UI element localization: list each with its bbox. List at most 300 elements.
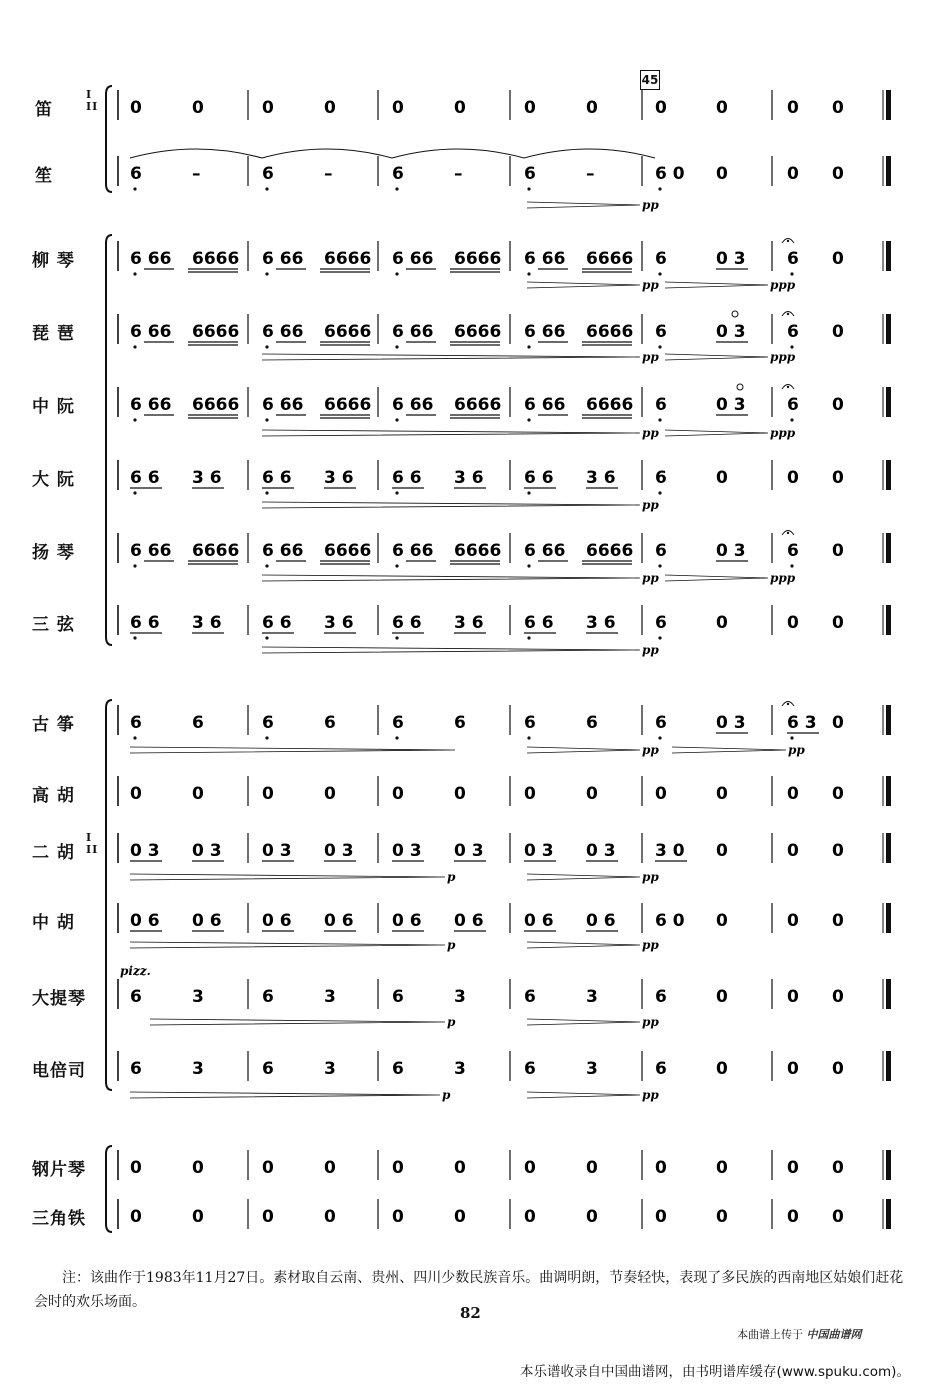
note: 0	[832, 911, 844, 931]
note: 0	[586, 784, 598, 804]
octave-dot	[790, 736, 793, 739]
note: 6	[655, 987, 667, 1007]
octave-dot	[133, 636, 136, 639]
hairpin	[672, 747, 786, 753]
note: 0	[586, 1158, 598, 1178]
harmonic-circle	[737, 384, 743, 390]
note: 0	[324, 784, 336, 804]
note: 6 66	[524, 395, 566, 415]
fermata-dot	[787, 532, 789, 534]
octave-dot	[527, 187, 530, 190]
note: 6 66	[392, 322, 434, 342]
note: 0	[655, 98, 667, 118]
dynamic-mark: pp	[642, 571, 659, 585]
note: 3 6	[324, 613, 354, 633]
note: 6	[655, 541, 667, 561]
plucked-bracket	[106, 235, 112, 645]
dynamic-mark: p	[447, 870, 456, 884]
note: 6 6	[130, 468, 160, 488]
note: 0	[262, 784, 274, 804]
note: 6	[655, 249, 667, 269]
hairpin	[150, 1019, 445, 1025]
note: 0	[192, 784, 204, 804]
note: 0 6	[392, 911, 422, 931]
note: 0 6	[262, 911, 292, 931]
dynamic-mark: pp	[642, 1015, 659, 1029]
instrument-label: 钢片琴	[32, 1160, 86, 1180]
hairpin	[262, 354, 640, 360]
note: 6	[787, 249, 799, 269]
hairpin	[665, 575, 768, 581]
note: 6 66	[130, 541, 172, 561]
note: 0	[787, 613, 799, 633]
hairpin	[527, 282, 640, 288]
octave-dot	[265, 564, 268, 567]
octave-dot	[133, 272, 136, 275]
note: 0	[655, 1207, 667, 1227]
hairpin	[130, 942, 445, 948]
note: 3 6	[454, 468, 484, 488]
note: 0	[832, 395, 844, 415]
octave-dot	[395, 491, 398, 494]
note: 3	[324, 987, 336, 1007]
instrument-label: 电倍司	[32, 1061, 86, 1081]
tie	[392, 149, 524, 158]
note: 0	[716, 987, 728, 1007]
octave-dot	[790, 418, 793, 421]
note: 6 66	[130, 322, 172, 342]
instrument-label: 三角铁	[32, 1209, 86, 1229]
note: 0	[832, 987, 844, 1007]
note: 0 3	[192, 841, 222, 861]
upload-site-logo[interactable]: 中国曲谱网	[806, 1328, 862, 1341]
note: 6666	[454, 322, 502, 342]
note: 0	[832, 841, 844, 861]
note: 6666	[586, 322, 634, 342]
note: 0	[716, 841, 728, 861]
octave-dot	[395, 636, 398, 639]
instrument-label: 三 弦	[32, 615, 75, 635]
note: 0	[716, 911, 728, 931]
note: 0	[130, 1207, 142, 1227]
note: 6	[130, 713, 142, 733]
note: 6666	[454, 395, 502, 415]
dynamic-mark: pp	[642, 870, 659, 884]
dynamic-mark: ppp	[770, 350, 796, 364]
note: 0	[324, 98, 336, 118]
note: 0	[192, 1158, 204, 1178]
note: 0	[832, 98, 844, 118]
winds-bracket	[106, 86, 112, 192]
note: 6 66	[524, 322, 566, 342]
note: 0	[192, 1207, 204, 1227]
upload-credit	[737, 1326, 862, 1342]
note: 0	[787, 911, 799, 931]
note: 6	[262, 164, 274, 184]
note: 6	[787, 395, 799, 415]
note: 0	[832, 541, 844, 561]
octave-dot	[527, 636, 530, 639]
note: 0	[130, 98, 142, 118]
note: 0 3	[524, 841, 554, 861]
octave-dot	[265, 636, 268, 639]
note: 6	[524, 1059, 536, 1079]
note: 0	[832, 249, 844, 269]
octave-dot	[658, 491, 661, 494]
hairpin	[262, 430, 640, 436]
note: 6	[130, 164, 142, 184]
fermata-dot	[787, 386, 789, 388]
note: 3	[454, 1059, 466, 1079]
note: 6666	[324, 249, 372, 269]
octave-dot	[527, 272, 530, 275]
octave-dot	[395, 187, 398, 190]
dynamic-mark: ppp	[770, 571, 796, 585]
note: 0 6	[586, 911, 616, 931]
octave-dot	[133, 187, 136, 190]
octave-dot	[527, 491, 530, 494]
note: 0	[192, 98, 204, 118]
final-bar-thick	[886, 533, 891, 563]
dynamic-mark: pp	[642, 350, 659, 364]
note: –	[586, 164, 595, 184]
instrument-label: 中 阮	[32, 397, 75, 417]
strings-bracket	[106, 700, 112, 1090]
note: 3	[192, 1059, 204, 1079]
final-bar-thick	[886, 460, 891, 490]
note: 6666	[586, 541, 634, 561]
note: 6	[655, 1059, 667, 1079]
note: 0 6	[454, 911, 484, 931]
tie	[524, 149, 655, 158]
note: 6	[655, 613, 667, 633]
note: 0 3	[324, 841, 354, 861]
instrument-label: 琵 琶	[32, 324, 75, 344]
octave-dot	[265, 272, 268, 275]
note: 0	[787, 784, 799, 804]
tie	[262, 149, 392, 158]
note: 6 66	[262, 541, 304, 561]
note: 6666	[586, 249, 634, 269]
note: 0	[716, 1059, 728, 1079]
note: 0	[324, 1207, 336, 1227]
octave-dot	[527, 418, 530, 421]
instrument-label: 中 胡	[32, 913, 75, 933]
octave-dot	[658, 272, 661, 275]
octave-dot	[527, 736, 530, 739]
note: 3 6	[586, 468, 616, 488]
hairpin	[130, 747, 455, 753]
note: 3 6	[324, 468, 354, 488]
hairpin	[665, 430, 768, 436]
note: 6 3	[787, 713, 817, 733]
note: 0	[716, 98, 728, 118]
note: 0	[787, 1207, 799, 1227]
octave-dot	[790, 272, 793, 275]
final-bar-thick	[886, 314, 891, 344]
note: 0	[787, 468, 799, 488]
instrument-label: 大提琴	[32, 989, 86, 1009]
note: 6666	[192, 395, 240, 415]
note: 0	[716, 468, 728, 488]
octave-dot	[395, 736, 398, 739]
note: 0	[130, 1158, 142, 1178]
final-bar-thick	[886, 241, 891, 271]
note: 6 66	[392, 249, 434, 269]
note: 6 6	[524, 613, 554, 633]
note: 6666	[192, 322, 240, 342]
note: 3	[586, 987, 598, 1007]
dynamic-mark: pp	[642, 498, 659, 512]
octave-dot	[658, 418, 661, 421]
hairpin	[665, 354, 768, 360]
note: 0	[787, 987, 799, 1007]
note: 0	[655, 1158, 667, 1178]
octave-dot	[658, 345, 661, 348]
octave-dot	[133, 736, 136, 739]
note: 0	[586, 98, 598, 118]
note: 0	[832, 1207, 844, 1227]
harmonic-circle	[732, 311, 738, 317]
note: 6	[262, 713, 274, 733]
rehearsal-mark: 45	[640, 70, 660, 90]
note: 6666	[192, 249, 240, 269]
note: 0 3	[716, 713, 746, 733]
octave-dot	[265, 345, 268, 348]
instrument-label: 笛	[35, 100, 53, 120]
hairpin	[130, 874, 445, 880]
octave-dot	[527, 564, 530, 567]
note: 6 6	[262, 468, 292, 488]
note: 0	[392, 1207, 404, 1227]
final-bar-thick	[886, 979, 891, 1009]
note: 6	[655, 468, 667, 488]
note: 6666	[454, 541, 502, 561]
percussion-bracket	[106, 1146, 112, 1232]
note: 0	[832, 322, 844, 342]
dynamic-mark: ppp	[770, 426, 796, 440]
note: 6	[524, 713, 536, 733]
note: 0	[832, 613, 844, 633]
note: 0 3	[716, 395, 746, 415]
upload-prefix: 本曲谱上传于	[737, 1328, 803, 1341]
note: 6	[655, 395, 667, 415]
part-number: I II	[86, 831, 99, 856]
dynamic-mark: pizz.	[120, 964, 151, 978]
octave-dot	[265, 736, 268, 739]
note: 0	[130, 784, 142, 804]
note: 0	[454, 1207, 466, 1227]
note: 6 66	[524, 249, 566, 269]
page-number: 82	[460, 1304, 481, 1322]
dynamic-mark: p	[442, 1088, 451, 1102]
note: 0 3	[586, 841, 616, 861]
final-bar-thick	[886, 705, 891, 735]
note: 0	[787, 164, 799, 184]
octave-dot	[265, 187, 268, 190]
note: –	[454, 164, 463, 184]
note: 6 66	[262, 322, 304, 342]
final-bar-thick	[886, 776, 891, 806]
note: 6 6	[392, 613, 422, 633]
final-bar-thick	[886, 833, 891, 863]
note: 6	[787, 541, 799, 561]
note: 3	[586, 1059, 598, 1079]
hairpin	[527, 874, 640, 880]
note: 0	[716, 1207, 728, 1227]
note: 0	[832, 784, 844, 804]
note: 6666	[324, 322, 372, 342]
note: 0	[787, 98, 799, 118]
note: 6	[524, 164, 536, 184]
note: 3	[192, 987, 204, 1007]
note: 6 66	[392, 541, 434, 561]
note: 0	[324, 1158, 336, 1178]
octave-dot	[527, 345, 530, 348]
note: 3 0	[655, 841, 685, 861]
note: 6	[655, 713, 667, 733]
octave-dot	[395, 418, 398, 421]
note: 0 3	[454, 841, 484, 861]
note: 0	[832, 713, 844, 733]
dynamic-mark: pp	[642, 426, 659, 440]
hairpin	[262, 647, 640, 653]
note: 0	[586, 1207, 598, 1227]
note: 6	[262, 1059, 274, 1079]
dynamic-mark: pp	[642, 743, 659, 757]
final-bar-thick	[886, 1150, 891, 1180]
note: 6 66	[130, 395, 172, 415]
note: 6	[262, 987, 274, 1007]
note: 0 6	[324, 911, 354, 931]
hairpin	[130, 1092, 440, 1098]
footnote: 注：该曲作于1983年11月27日。素材取自云南、贵州、四川少数民族音乐。曲调明朗，节奏轻快，表现了多民族的西南地区姑娘们赶花会时的欢乐场面。	[34, 1270, 904, 1310]
note: 3 6	[454, 613, 484, 633]
hairpin	[262, 575, 640, 581]
note: 0 3	[392, 841, 422, 861]
final-bar-thick	[886, 903, 891, 933]
octave-dot	[395, 564, 398, 567]
instrument-label: 大 阮	[32, 470, 75, 490]
note: 6 66	[130, 249, 172, 269]
note: 6 0	[655, 164, 685, 184]
note: 0 3	[262, 841, 292, 861]
note: 6666	[192, 541, 240, 561]
final-bar-thick	[886, 156, 891, 186]
instrument-label: 二 胡	[32, 843, 75, 863]
note: 0	[832, 1158, 844, 1178]
instrument-label: 古 筝	[32, 715, 75, 735]
note: 6 66	[262, 395, 304, 415]
note: 6666	[324, 395, 372, 415]
final-bar-thick	[886, 90, 891, 120]
note: 0 6	[130, 911, 160, 931]
note: 6666	[454, 249, 502, 269]
note: 0	[832, 164, 844, 184]
octave-dot	[658, 636, 661, 639]
note: 0	[524, 1207, 536, 1227]
dynamic-mark: pp	[642, 278, 659, 292]
note: 6 6	[262, 613, 292, 633]
octave-dot	[133, 491, 136, 494]
note: 0	[832, 468, 844, 488]
note: 0	[392, 1158, 404, 1178]
octave-dot	[790, 564, 793, 567]
note: 3 6	[586, 613, 616, 633]
note: 6 6	[524, 468, 554, 488]
note: 6	[192, 713, 204, 733]
note: 3 6	[192, 613, 222, 633]
instrument-label: 笙	[35, 166, 53, 186]
fermata-dot	[787, 703, 789, 705]
final-bar-thick	[886, 387, 891, 417]
note: 0	[716, 613, 728, 633]
octave-dot	[265, 418, 268, 421]
hairpin	[527, 942, 640, 948]
note: 0	[454, 1158, 466, 1178]
note: 6 66	[392, 395, 434, 415]
note: 0 6	[524, 911, 554, 931]
note: 3	[324, 1059, 336, 1079]
octave-dot	[658, 736, 661, 739]
dynamic-mark: pp	[642, 1088, 659, 1102]
octave-dot	[133, 564, 136, 567]
note: 6 6	[392, 468, 422, 488]
note: 0	[392, 98, 404, 118]
note: 0 3	[716, 322, 746, 342]
note: 0	[787, 841, 799, 861]
note: 6	[392, 1059, 404, 1079]
note: 3	[454, 987, 466, 1007]
note: 0	[262, 98, 274, 118]
instrument-label: 扬 琴	[32, 543, 75, 563]
instrument-label: 高 胡	[32, 786, 75, 806]
note: 6	[392, 713, 404, 733]
note: 6	[130, 1059, 142, 1079]
dynamic-mark: pp	[642, 198, 659, 212]
note: 0	[787, 1158, 799, 1178]
dynamic-mark: ppp	[770, 278, 796, 292]
note: 6 66	[524, 541, 566, 561]
note: 0	[262, 1158, 274, 1178]
fermata-dot	[787, 313, 789, 315]
note: 6	[130, 987, 142, 1007]
octave-dot	[658, 564, 661, 567]
note: 0 3	[716, 541, 746, 561]
note: 0	[524, 98, 536, 118]
note: –	[192, 164, 201, 184]
instrument-label: 柳 琴	[32, 251, 75, 271]
note: 6	[524, 987, 536, 1007]
dynamic-mark: p	[447, 938, 456, 952]
dynamic-mark: pp	[642, 643, 659, 657]
octave-dot	[133, 345, 136, 348]
octave-dot	[658, 187, 661, 190]
dynamic-mark: pp	[788, 743, 805, 757]
note: 0	[716, 164, 728, 184]
note: 6	[787, 322, 799, 342]
final-bar-thick	[886, 605, 891, 635]
note: 6 6	[130, 613, 160, 633]
fermata-dot	[787, 240, 789, 242]
note: 0 3	[716, 249, 746, 269]
note: 6	[586, 713, 598, 733]
note: 0	[716, 784, 728, 804]
note: 6	[454, 713, 466, 733]
octave-dot	[790, 345, 793, 348]
note: 0 6	[192, 911, 222, 931]
dynamic-mark: p	[447, 1015, 456, 1029]
